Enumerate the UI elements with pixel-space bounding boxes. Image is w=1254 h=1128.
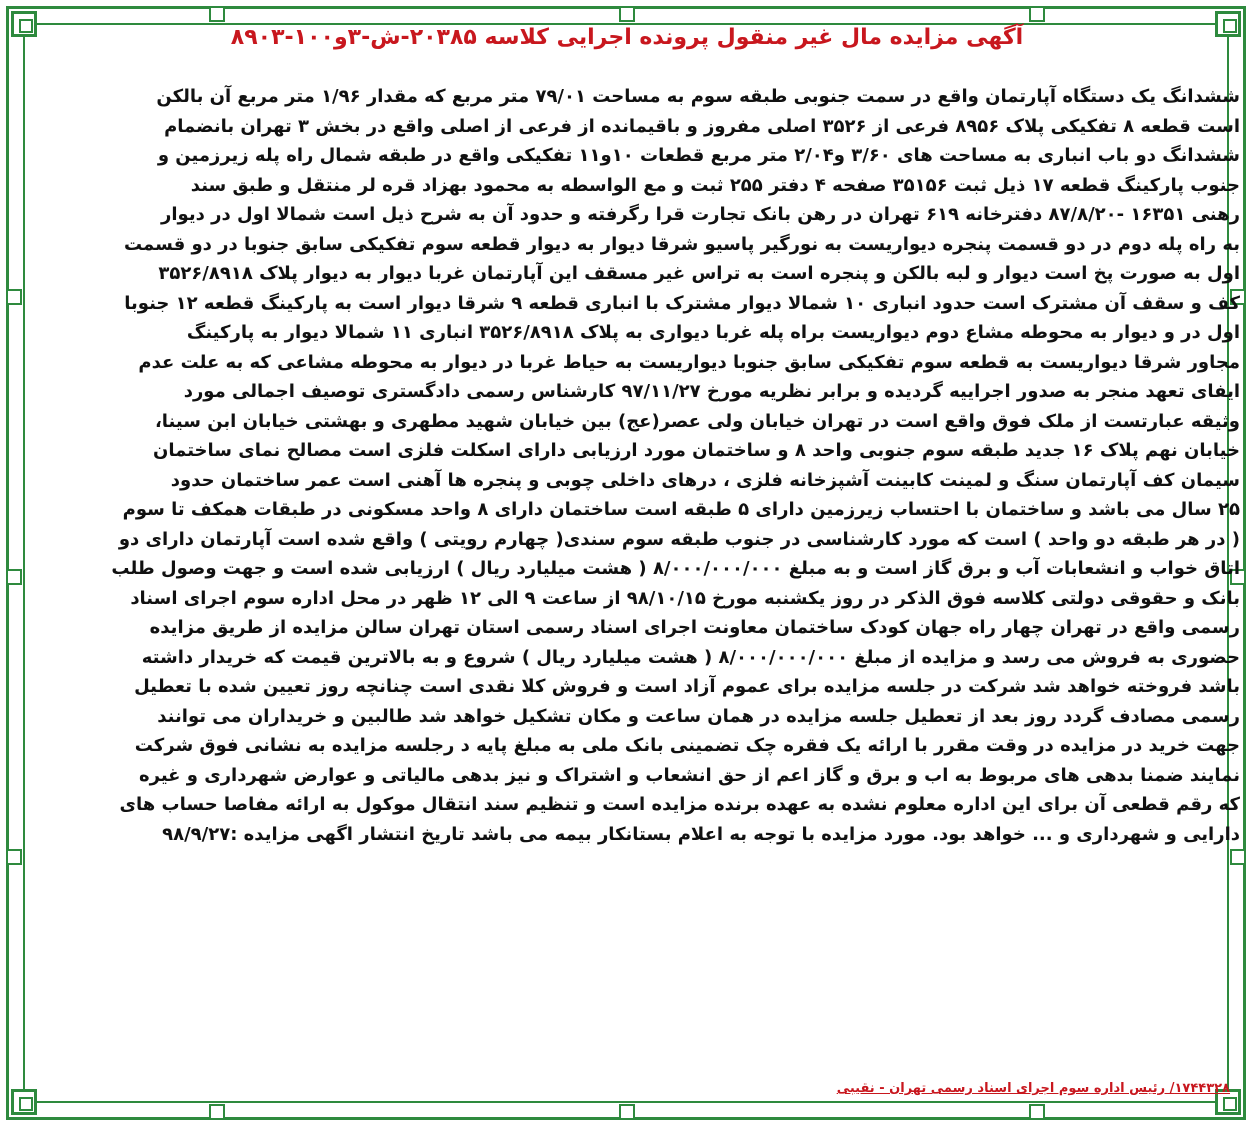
- corner-ornament: [11, 11, 37, 37]
- body-line: اتاق خواب و انشعابات آب و برق گاز است و به مبلغ ۸/۰۰۰/۰۰۰/۰۰۰ ( هشت میلیارد ریال ) ارزیابی شده است و جهت وصول طلب: [111, 558, 1240, 579]
- body-line: ( در هر طبقه دو واحد ) است که مورد کارشناسی در جنوب طبقه سوم سندی( چهارم رویتی ) واقع شده است آپارتمان دارای دو: [118, 528, 1240, 550]
- body-line: به راه پله دوم در دو قسمت پنجره دیواریست به نورگیر پاسیو شرقا دیوار به دیوار قطعه سوم تفکیکی سابق جنوبا در دو قسمت: [124, 233, 1240, 255]
- body-line: رهنی ۱۶۳۵۱ -۸۷/۸/۲۰ دفترخانه ۶۱۹ تهران در رهن بانک تجارت قرا رگرفته و حدود آن به شرح ذیل است شمالا اول در دیوار: [161, 204, 1240, 225]
- corner-ornament: [1215, 11, 1241, 37]
- body-line: جهت خرید در مزایده در وقت مقرر با ارائه یک فقره چک تضمینی بانک ملی به مبلغ پایه د رجلسه مزایده به نشانی فوق شرکت: [134, 735, 1240, 756]
- body-line: ششدانگ یک دستگاه آپارتمان واقع در سمت جنوبی طبقه سوم به مساحت ۷۹/۰۱ متر مربع که مقدار ۱/۹۶ متر مربع آن بالکن: [156, 86, 1240, 107]
- body-line: نمایند ضمنا بدهی های مربوط به اب و برق و گاز اعم از حق انشعاب و اشتراک و نیز بدهی مالیاتی و عوارض شهرداری و غیره: [139, 764, 1240, 786]
- body-line: مجاور شرقا دیواریست به قطعه سوم تفکیکی سابق جنوبا دیواریست به حیاط غربا در دیوار به محوطه مشاعی که به علت عدم: [138, 351, 1240, 373]
- body-line: رسمی واقع در تهران چهار راه جهان کودک ساختمان معاونت اجرای اسناد رسمی استان تهران سالن مزایده از طریق مزایده: [149, 617, 1240, 638]
- body-line: اول در و دیوار به محوطه مشاع دوم دیواریست براه پله غربا دیواری به پلاک ۳۵۲۶/۸۹۱۸ انباری ۱۱ شمالا دیوار به پارکینگ: [186, 322, 1240, 343]
- ad-body: [14, 82, 1240, 1054]
- body-line: ۲۵ سال می باشد و ساختمان با احتساب زیرزمین دارای ۵ طبقه است ساختمان دارای ۸ واحد مسکونی در طبقات همکف تا سوم: [122, 499, 1240, 520]
- body-line: باشد فروخته خواهد شد شرکت در جلسه مزایده برای عموم آزاد است و فروش کلا نقدی است چنانچه روز تعیین شده با تعطیل: [134, 676, 1240, 697]
- ad-title: آگهی مزایده مال غیر منقول پرونده اجرایی کلاسه ۲۰۳۸۵-ش-۳و۱۰۰-۸۹۰۳: [230, 25, 1024, 50]
- body-line: جنوب پارکینگ قطعه ۱۷ ذیل ثبت ۳۵۱۵۶ صفحه ۴ دفتر ۲۵۵ ثبت و مع الواسطه به محمود بهزاد قره لر منتقل و طبق سند: [190, 174, 1240, 196]
- body-line: کف و سقف آن مشترک است حدود انباری ۱۰ شمالا دیوار مشترک با انباری قطعه ۹ شرقا دیوار است به پارکینگ قطعه ۱۲ جنوبا: [124, 292, 1240, 314]
- border-ornament: [619, 1104, 635, 1120]
- body-line: است قطعه ۸ تفکیکی پلاک ۸۹۵۶ فرعی از ۳۵۲۶ اصلی مفروز و باقیمانده از فرعی از اصلی واقع در بخش ۳ تهران بانضمام: [164, 115, 1240, 137]
- body-line: رسمی مصادف گردد روز بعد از تعطیل جلسه مزایده در همان ساعت و مکان تشکیل خواهد شد طالبین و خریداران می توانند: [157, 705, 1240, 727]
- body-line: ایفای تعهد منجر به صدور اجراییه گردیده و برابر نظریه مورخ ۹۷/۱۱/۲۷ کارشناس رسمی دادگستری توصیف اجمالی مورد: [183, 381, 1240, 402]
- body-line: حضوری به فروش می رسد و مزایده از مبلغ ۸/۰۰۰/۰۰۰/۰۰۰ ( هشت میلیارد ریال ) شروع و به بالاترین قیمت که خریدار داشته: [141, 646, 1240, 668]
- border-ornament: [1029, 1104, 1045, 1120]
- body-line: خیابان نهم پلاک ۱۶ جدید طبقه سوم جنوبی واحد ۸ و ساختمان مورد ارزیابی دارای اسکلت فلزی است مصالح نمای ساختمان: [153, 440, 1240, 461]
- corner-ornament: [11, 1089, 37, 1115]
- body-line: ششدانگ دو باب انباری به مساحت های ۳/۶۰ و۲/۰۴ متر مربع قطعات ۱۰و۱۱ تفکیکی واقع در طبقه شمال راه پله زیرزمین و: [157, 145, 1240, 166]
- body-line: اول به صورت پخ است دیوار و لبه بالکن و پنجره است به تراس غیر مسقف این آپارتمان غربا دیوار به دیوار پلاک ۳۵۲۶/۸۹۱۸: [158, 263, 1240, 284]
- body-line: وثیقه عبارتست از ملک فوق واقع است در تهران خیابان ولی عصر(عج) بین خیابان شهید مطهری و بهشتی خیابان ابن سینا،: [154, 410, 1240, 432]
- body-line: که رقم قطعی آن برای این اداره معلوم نشده به عهده برنده مزایده است و تنظیم سند انتقال موکول به ارائه مفاصا حساب های: [119, 794, 1240, 815]
- body-line: بانک و حقوقی دولتی کلاسه فوق الذکر در روز یکشنبه مورخ ۹۸/۱۰/۱۵ از ساعت ۹ الی ۱۲ ظهر در محل اداره سوم اجرای اسناد: [130, 587, 1240, 609]
- ad-signature: ۱۷۴۴۳۲۸/ رئیس اداره سوم اجرای اسناد رسمی تهران - نقیبی: [836, 1081, 1230, 1096]
- body-line: دارایی و شهرداری و ... خواهد بود. مورد مزایده با توجه به اعلام بستانکار بیمه می باشد تاریخ انتشار اگهی مزایده :۹۸/۹/۲۷: [162, 823, 1240, 845]
- body-line: سیمان کف آپارتمان سنگ و لمینت کابینت آشپزخانه فلزی ، درهای داخلی چوبی و پنجره ها آهنی است عمر ساختمان حدود: [170, 469, 1240, 491]
- border-ornament: [209, 1104, 225, 1120]
